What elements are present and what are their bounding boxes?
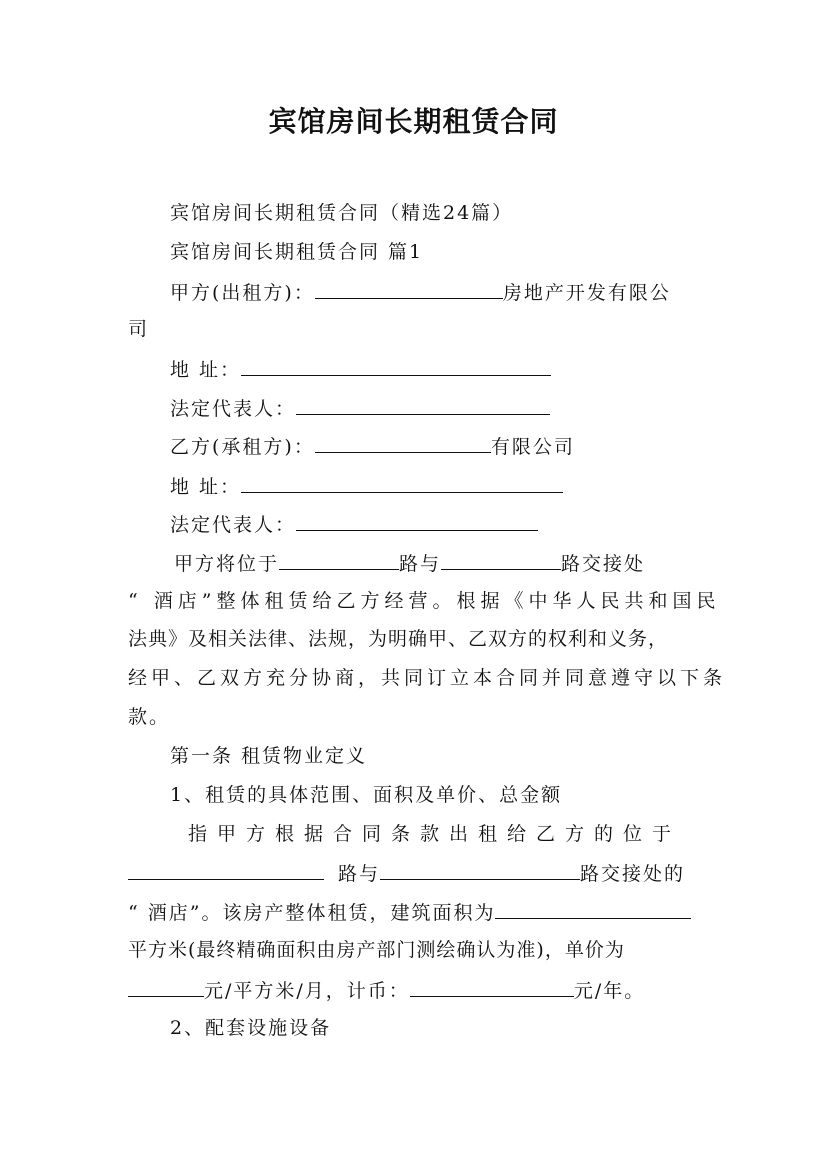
item-1-para-line-2 (128, 861, 685, 885)
item-1-road-a-blank (128, 861, 324, 880)
item-1-road: 路与 (338, 863, 381, 885)
item-1-junction: 路交接处的 (580, 863, 686, 885)
party-b-blank (315, 434, 491, 453)
intro-road: 路与 (399, 553, 442, 575)
intro-line-3: 法典》及相关法律、法规，为明确甲、乙双方的权利和义务， (128, 628, 669, 650)
item-1-heading: 1、租赁的具体范围、面积及单价、总金额 (170, 784, 563, 806)
document-title: 宾馆房间长期租赁合同 (268, 105, 559, 138)
item-1-para-line-3 (128, 900, 691, 924)
item-1-para-line-1: 指甲方根据合同条款出租给乙方的位于 (188, 823, 682, 845)
item-1-para-line-4: 平方米(最终精确面积由房产部门测绘确认为准)，单价为 (128, 939, 625, 961)
party-b-address-line (170, 474, 563, 498)
party-a-address-blank (241, 357, 551, 376)
article-1-heading: 第一条 租赁物业定义 (170, 745, 368, 767)
item-1-unit: 元/平方米/月，计币： (204, 980, 410, 1002)
item-1-area-blank (495, 900, 691, 919)
item-1-total-blank (410, 978, 574, 997)
intro-line-2: “ 酒店”整体租赁给乙方经营。根据《中华人民共和国民 (128, 590, 721, 612)
intro-prefix: 甲方将位于 (174, 553, 280, 575)
intro-junction: 路交接处 (561, 553, 646, 575)
intro-road-b-blank (441, 551, 561, 570)
party-b-legal-rep-blank (296, 512, 538, 531)
intro-line-1 (174, 551, 645, 575)
party-b-label: 乙方(承租方)： (170, 436, 315, 458)
subtitle: 宾馆房间长期租赁合同（精选24篇） (170, 202, 514, 224)
legal-rep-label: 法定代表人： (170, 514, 297, 536)
item-1-hotel: “ 酒店”。该房产整体租赁，建筑面积为 (128, 902, 496, 924)
item-1-year: 元/年。 (573, 980, 646, 1002)
party-a-legal-rep-blank (296, 396, 550, 415)
intro-line-5: 款。 (128, 706, 171, 728)
party-a-address-line (170, 357, 551, 381)
legal-rep-label: 法定代表人： (170, 398, 297, 420)
party-a-label: 甲方(出租方)： (170, 282, 315, 304)
item-1-price-blank (128, 978, 204, 997)
intro-line-4: 经甲、乙双方充分协商，共同订立本合同并同意遵守以下条 (128, 667, 727, 689)
party-a-suffix: 房地产开发有限公 (502, 282, 671, 304)
party-a-blank (315, 280, 503, 299)
party-b-address-blank (241, 474, 563, 493)
party-a-legal-rep-line (170, 396, 550, 420)
party-b-line (170, 434, 575, 458)
item-1-para-line-5 (128, 978, 645, 1002)
address-label: 地 址： (170, 359, 242, 381)
party-b-suffix: 有限公司 (490, 436, 575, 458)
section-heading: 宾馆房间长期租赁合同 篇1 (170, 241, 424, 263)
party-a-wrap: 司 (128, 318, 150, 340)
item-2-heading: 2、配套设施设备 (170, 1017, 332, 1039)
item-1-road-b-blank (380, 861, 580, 880)
intro-road-a-blank (279, 551, 399, 570)
party-b-legal-rep-line (170, 512, 538, 536)
address-label: 地 址： (170, 476, 242, 498)
party-a-line (170, 280, 671, 304)
